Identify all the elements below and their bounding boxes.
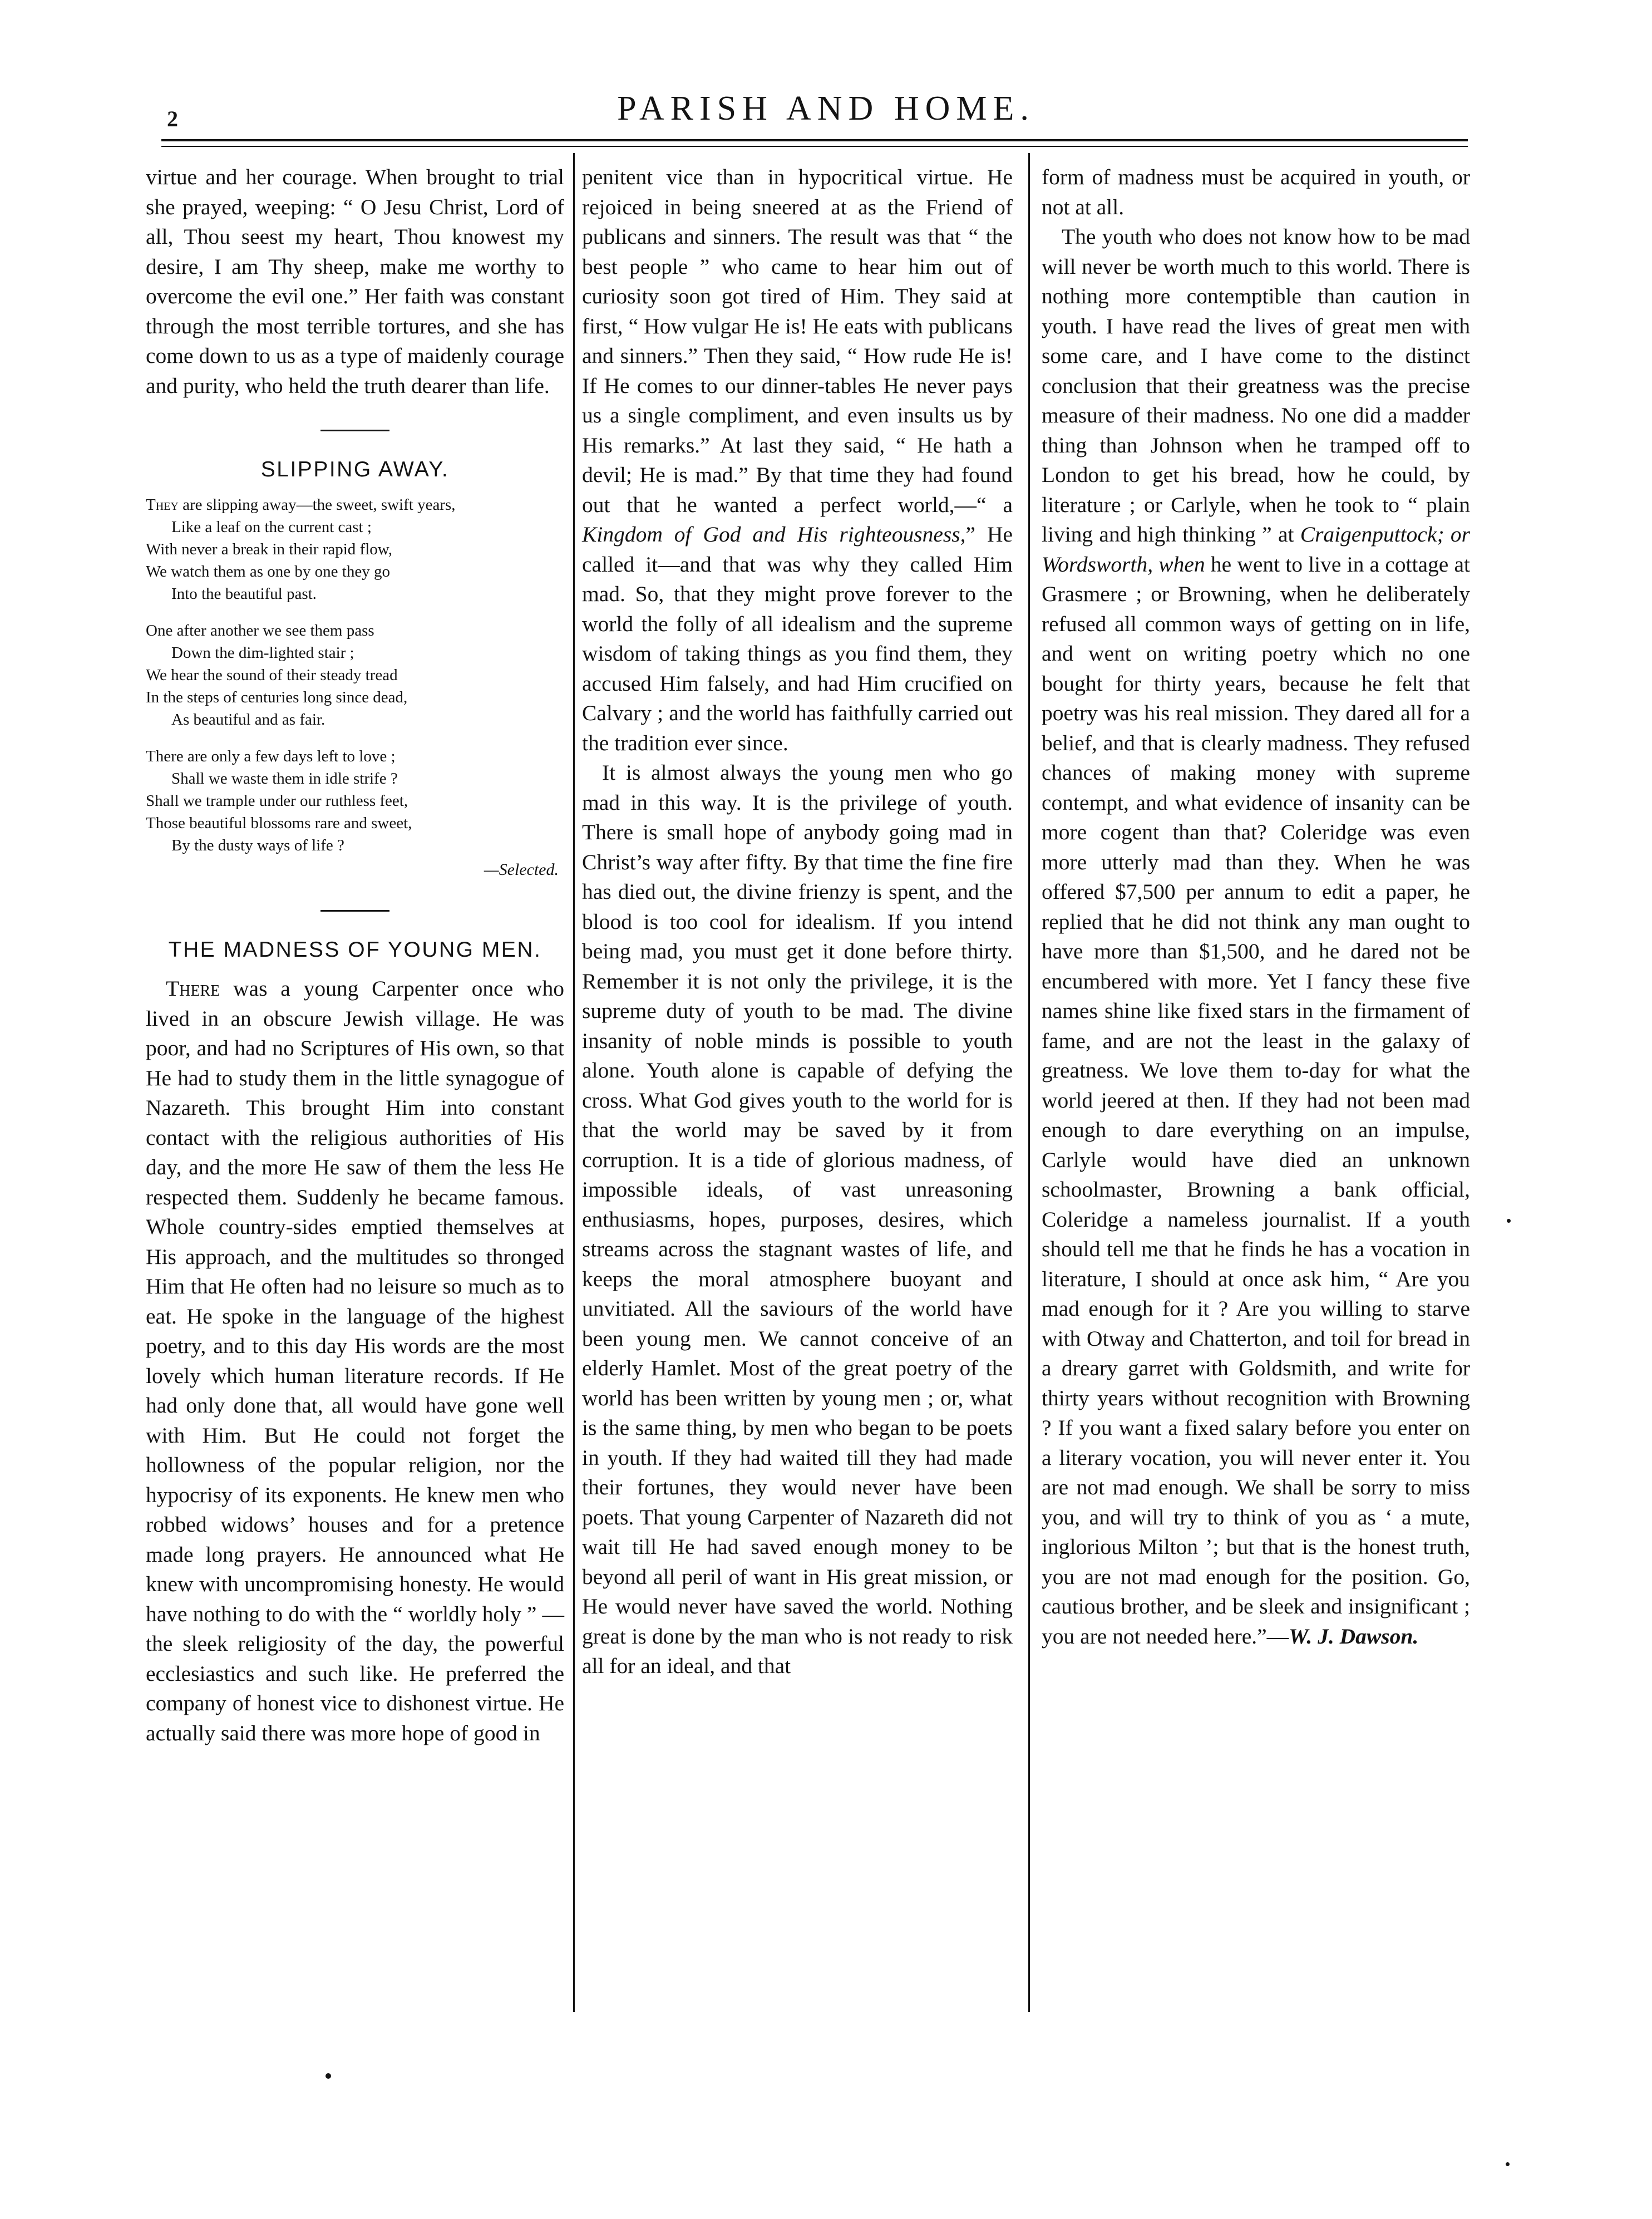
poem-attribution: —Selected.: [484, 860, 559, 879]
article-paragraph: [146, 974, 564, 1748]
column-3: [1042, 163, 1470, 1651]
poem-line: By the dusty ways of life ?: [171, 837, 344, 854]
poem-line: We watch them as one by one they go: [146, 563, 390, 580]
poem-line: Down the dim-lighted stair ;: [171, 644, 354, 662]
poem-line: Into the beautiful past.: [171, 585, 317, 603]
poem-line: Like a leaf on the current cast ;: [171, 518, 372, 536]
section-divider: [320, 910, 389, 912]
header-rule-thin: [161, 146, 1468, 147]
print-speck: [326, 2073, 331, 2079]
column-rule-right: [1028, 153, 1030, 2012]
column-rule-left: [573, 153, 575, 2012]
section-divider: [320, 430, 389, 431]
column-2: [582, 163, 1013, 1681]
article-text: was a young Carpenter once who lived in an obscure Jewish village. He was poor, and had no Scriptures of His own, so that He had to study them in the little synagogue of Nazareth. This brought Him into constant contact with the religious authorities of His day, and the more He saw of them the less He respected them. Suddenly he became famous. Whole country-sides emptied themselves at His approach, and the multitudes so thronged Him that He often had no leisure so much as to eat. He spoke in the language of the highest poetry, and to this day His words are the most lovely which human literature records. If He had only done that, all would have gone well with Him. But He could not forget the hollowness of the popular religion, nor the hypocrisy of its exponents. He knew men who robbed widows’ houses and for a pretence made long prayers. He announced what He knew with uncompromising honesty. He would have nothing to do with the “ worldly holy ” —the sleek religiosity of the day, the powerful ecclesiastics and such like. He preferred the company of honest vice to dishonest virtue. He actually said there was more hope of good in: [146, 976, 564, 1745]
poem-stanza: [146, 619, 564, 731]
article-paragraph: form of madness must be acquired in youth, or not at all.: [1042, 165, 1470, 219]
article-paragraph: The youth who does not know how to be mad will never be worth much to this world. There is nothing more contemptible than caution in youth. I have read the lives of great men with some care, and I have come to the distinct conclusion that their greatness was the precise measure of their madness. No one did a madder thing than Johnson when he tramped off to London to get his bread, how he could, by literature ; or Carlyle, when he took to “ plain living and high thinking ” at Craigenputtock; or Wordsworth, when he went to live in a cottage at Grasmere ; or Browning, when he deliberately refused all common ways of getting on in life, and went on writing poetry which no one bought for thirty years, because he felt that poetry was his real mission. They dared all for a belief, and that is clearly madness. They refused chances of making money with supreme contempt, and what evidence of insanity can be more cogent than that? Coleridge was even more utterly mad than they. When he was offered $7,500 per annum to edit a paper, he replied that he did not think any man ought to have more than $1,500, and he dared not be encumbered with more. Yet I fancy these five names shine like fixed stars in the firmament of fame, and are not the least in the galaxy of greatness. We love them to-day for what the world jeered at then. If they had not been mad enough to dare everything on an impulse, Carlyle would have died an unknown schoolmaster, Browning a bank official, Coleridge a nameless journalist. If a youth should tell me that he finds he has a vocation in literature, I should at once ask him, “ Are you mad enough for it ? Are you willing to starve with Otway and Chatterton, and toil for bread in a dreary garret with Goldsmith, and write for thirty years without recognition with Browning ? If you want a fixed salary before you enter on a literary vocation, you will never enter it. You are not mad enough. We shall be sorry to miss you, and will try to think of you as ‘ a mute, inglorious Milton ’; but that is the honest truth, you are not mad enough for the position. Go, cautious brother, and be sleek and insignificant ; you are not needed here.”—W. J. Dawson.: [1042, 224, 1470, 1649]
running-head: PARISH AND HOME.: [617, 90, 1035, 127]
poem-stanza: [146, 494, 564, 605]
author-signature: W. J. Dawson.: [1289, 1623, 1419, 1649]
article-lead-word: There: [166, 976, 220, 1001]
print-speck: [1506, 2162, 1510, 2166]
poem-line: Shall we trample under our ruthless feet,: [146, 792, 408, 810]
poem-title: SLIPPING AWAY.: [260, 457, 450, 481]
poem: [146, 494, 564, 881]
header-rule: [161, 139, 1468, 141]
page-number: 2: [167, 106, 178, 131]
article-title: THE MADNESS OF YOUNG MEN.: [168, 938, 542, 962]
poem-line: Shall we waste them in idle strife ?: [171, 770, 398, 788]
poem-line: With never a break in their rapid flow,: [146, 540, 393, 558]
intro-paragraph: virtue and her courage. When brought to trial she prayed, weeping: “ O Jesu Christ, Lord of all, Thou seest my heart, Thou knowest my desire, I am Thy sheep, make me worthy to overcome the evil one.” Her faith was constant through the most terrible tortures, and she has come down to us as a type of maidenly courage and purity, who held the truth dearer than life.: [146, 165, 564, 398]
poem-stanza: [146, 745, 564, 857]
poem-line: As beautiful and as fair.: [171, 711, 326, 729]
poem-line: Those beautiful blossoms rare and sweet,: [146, 814, 412, 832]
article-paragraph: penitent vice than in hypocritical virtue. He rejoiced in being sneered at as the Friend of publicans and sinners. The result was that “ the best people ” who came to hear him out of curiosity soon got tired of Him. They said at first, “ How vulgar He is! He eats with publicans and sinners.” Then they said, “ How rude He is! If He comes to our dinner-tables He never pays us a single compliment, and even insults us by His remarks.” At last they said, “ He hath a devil; He is mad.” By that time they had found out that he wanted a perfect world,—“ a Kingdom of God and His righteousness,” He called it—and that was why they called Him mad. So, that they might prove forever to the world the folly of all idealism and the supreme wisdom of taking things as you find them, they accused Him falsely, and had Him crucified on Calvary ; and the world has faithfully carried out the tradition ever since.: [582, 165, 1013, 755]
print-speck: [1507, 1219, 1511, 1223]
poem-line: There are only a few days left to love ;: [146, 747, 396, 765]
poem-line: We hear the sound of their steady tread: [146, 666, 398, 684]
poem-line: In the steps of centuries long since dead,: [146, 688, 408, 706]
poem-line: One after another we see them pass: [146, 622, 374, 639]
article-paragraph: It is almost always the young men who go mad in this way. It is the privilege of youth. There is small hope of anybody going mad in Christ’s way after fifty. By that time the fine fire has died out, the divine frienzy is spent, and the blood is too cool for idealism. If you intend being mad, you must get it done before thirty. Remember it is not only the privilege, it is the supreme duty of youth to be mad. The divine insanity of noble minds is possible to youth alone. Youth alone is capable of defying the cross. What God gives youth to the world for is that the world may be saved by it from corruption. It is a tide of glorious madness, of impossible ideals, of vast unreasoning enthusiasms, hopes, purposes, desires, which streams across the stagnant wastes of life, and keeps the moral atmosphere buoyant and unvitiated. All the saviours of the world have been young men. We cannot conceive of an elderly Hamlet. Most of the great poetry of the world has been written by young men ; or, what is the same thing, by men who began to be poets in youth. If they had waited till they had made their fortunes, they would never have been poets. That young Carpenter of Nazareth did not wait till He had saved enough money to be beyond all peril of want in His great mission, or He would never have saved the world. Nothing great is done by the man who is not ready to risk all for an ideal, and that: [582, 760, 1013, 1678]
poem-line: They are slipping away—the sweet, swift years,: [146, 496, 456, 514]
column-1: [146, 163, 564, 1748]
